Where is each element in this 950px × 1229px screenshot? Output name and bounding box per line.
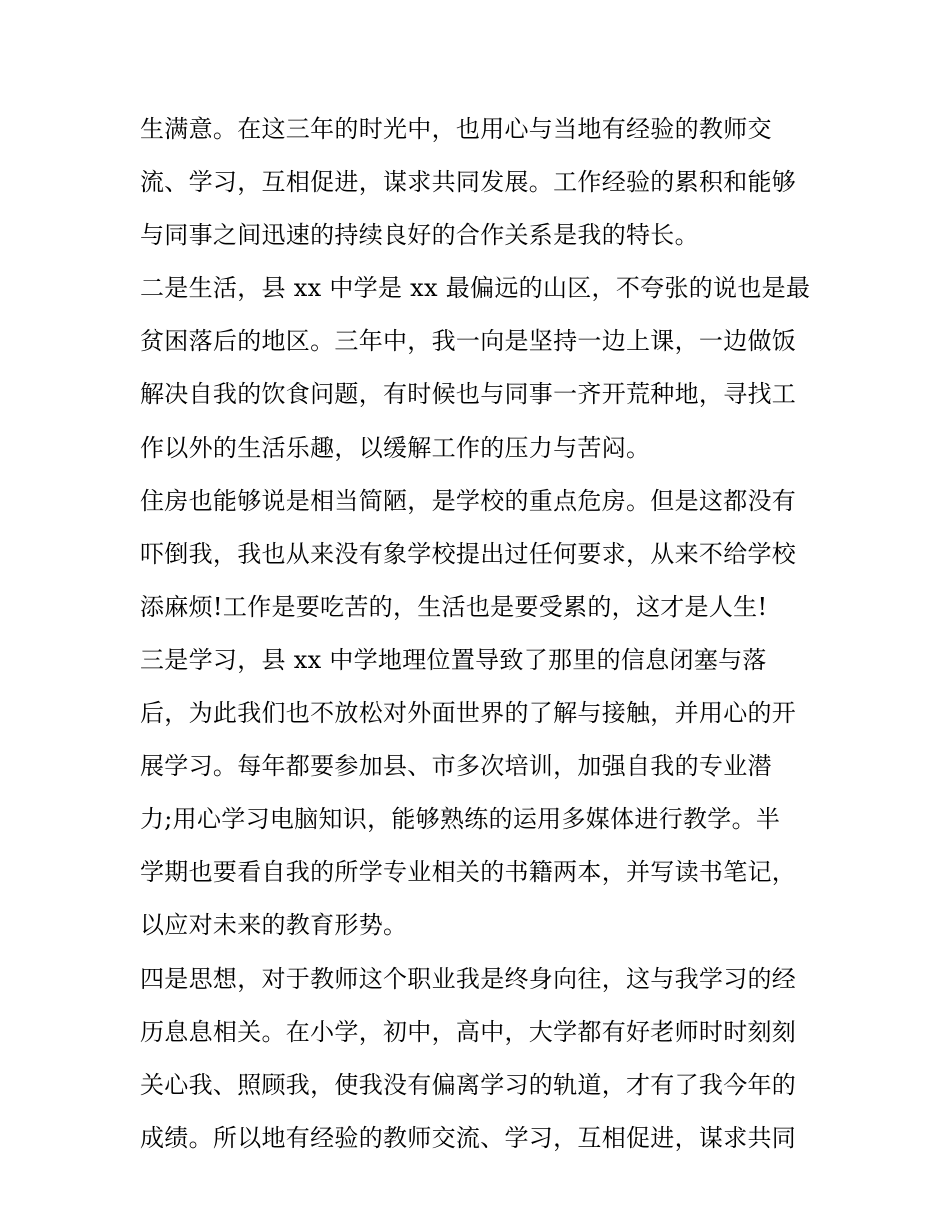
- text-line: 力;用心学习电脑知识，能够熟练的运用多媒体进行教学。半: [140, 805, 781, 834]
- text-line: 二是生活，县 xx 中学是 xx 最偏远的山区，不夸张的说也是最: [140, 274, 811, 303]
- text-line: 四是思想，对于教师这个职业我是终身向往，这与我学习的经: [140, 964, 797, 993]
- text-line: 与同事之间迅速的持续良好的合作关系是我的特长。: [140, 221, 699, 250]
- text-line: 添麻烦!工作是要吃苦的，生活也是要受累的，这才是人生!: [140, 592, 768, 621]
- text-line: 关心我、照顾我，使我没有偏离学习的轨道，才有了我今年的: [140, 1070, 797, 1099]
- document-body: [140, 103, 830, 1165]
- text-line: 生满意。在这三年的时光中，也用心与当地有经验的教师交: [140, 115, 772, 143]
- text-line: 历息息相关。在小学，初中，高中，大学都有好老师时时刻刻: [140, 1017, 797, 1046]
- text-line: 成绩。所以地有经验的教师交流、学习，互相促进，谋求共同: [140, 1123, 797, 1152]
- text-line: 后，为此我们也不放松对外面世界的了解与接触，并用心的开: [140, 699, 797, 728]
- text-line: 吓倒我，我也从来没有象学校提出过任何要求，从来不给学校: [140, 539, 797, 568]
- text-line: 贫困落后的地区。三年中，我一向是坚持一边上课，一边做饭: [140, 327, 797, 356]
- text-line: 以应对未来的教育形势。: [140, 911, 408, 940]
- text-line: 解决自我的饮食问题，有时候也与同事一齐开荒种地，寻找工: [140, 380, 797, 409]
- text-line: 展学习。每年都要参加县、市多次培训，加强自我的专业潜: [140, 752, 772, 781]
- text-line: 学期也要看自我的所学专业相关的书籍两本，并写读书笔记，: [140, 858, 797, 887]
- text-line: 住房也能够说是相当简陋，是学校的重点危房。但是这都没有: [140, 486, 797, 515]
- text-line: 流、学习，互相促进，谋求共同发展。工作经验的累积和能够: [140, 168, 797, 197]
- text-line: 作以外的生活乐趣，以缓解工作的压力与苦闷。: [140, 433, 651, 462]
- text-line: 三是学习，县 xx 中学地理位置导致了那里的信息闭塞与落: [140, 645, 767, 674]
